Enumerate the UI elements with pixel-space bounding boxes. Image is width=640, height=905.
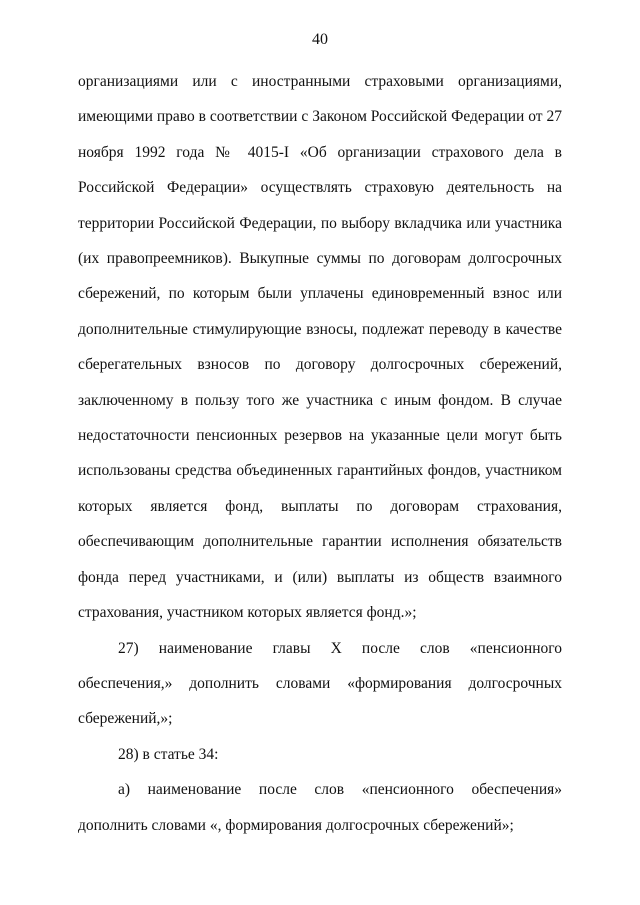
- paragraph-item-28: 28) в статье 34:: [118, 745, 219, 763]
- paragraph-item-27: 27) наименование главы X после слов «пенсионного обеспечения,» дополнить словами «формирования долгосрочных сбережений,»;: [78, 639, 562, 728]
- page-number: 40: [312, 31, 328, 48]
- document-body: [78, 64, 562, 843]
- paragraph-subitem-a: а) наименование после слов «пенсионного обеспечения» дополнить словами «, формирования долгосрочных сбережений»;: [78, 781, 562, 834]
- paragraph-continuation: организациями или с иностранными страховыми организациями, имеющими право в соответствии с Законом Российской Федерации от 27 ноября 1992 года № 4015-I «Об организации страхового дела в Российской Федерации» осуществлять страховую деятельность на территории Российской Федерации, по выбору вкладчика или участника (их правопреемников). Выкупные суммы по договорам долгосрочных сбережений, по которым были уплачены единовременный взнос или дополнительные стимулирующие взносы, подлежат переводу в качестве сберегательных взносов по договору долгосрочных сбережений, заключенному в пользу того же участника с иным фондом. В случае недостаточности пенсионных резервов на указанные цели могут быть использованы средства объединенных гарантийных фондов, участником которых является фонд, выплаты по договорам страхования, обеспечивающим дополнительные гарантии исполнения обязательств фонда перед участниками, и (или) выплаты из обществ взаимного страхования, участником которых является фонд.»;: [78, 73, 562, 622]
